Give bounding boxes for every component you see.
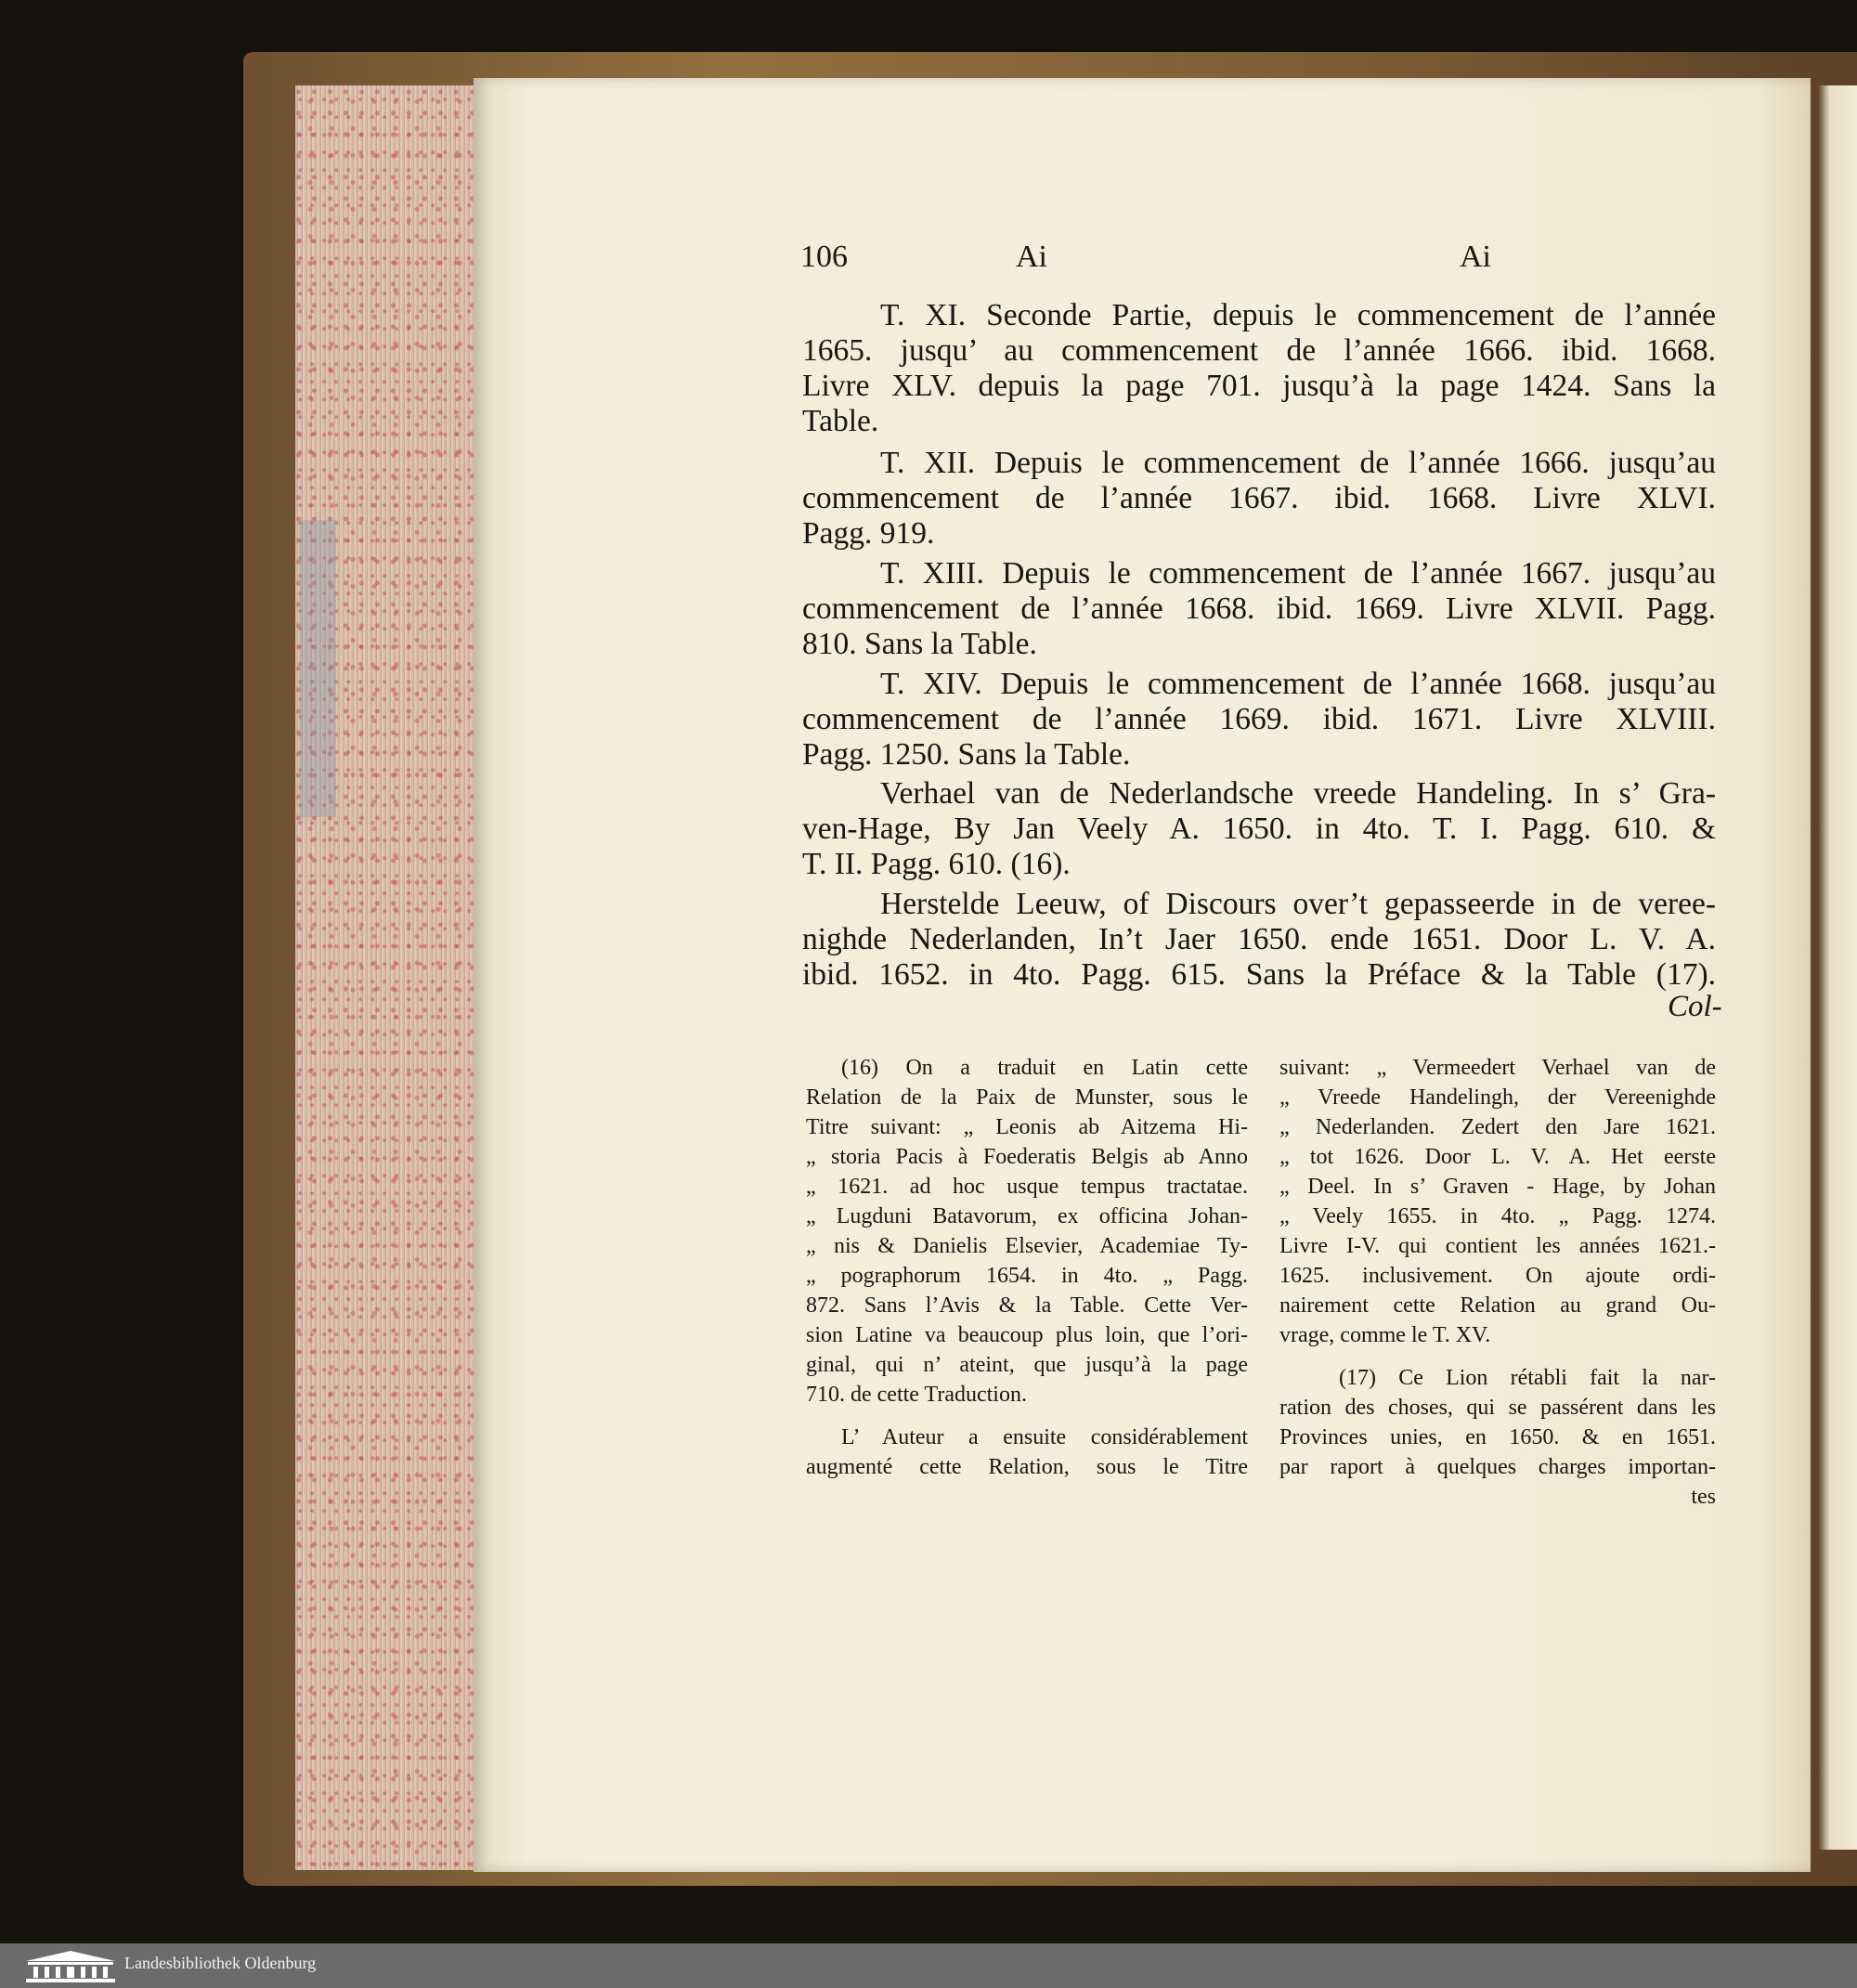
footnote-line: „ storia Pacis à Foederatis Belgis ab Anno [806,1145,1248,1169]
text-line: ibid. 1652. in 4to. Pagg. 615. Sans la Préface & la Table (17). [802,957,1716,992]
text-line: 810. Sans la Table. [802,627,1037,661]
text-line: ven-Hage, By Jan Veely A. 1650. in 4to. T. I. Pagg. 610. & [802,812,1716,846]
footnote-line: 872. Sans l’Avis & la Table. Cette Ver- [806,1293,1248,1318]
text-line: commencement de l’année 1667. ibid. 1668. Livre XLVI. [802,481,1716,515]
text-line: Livre XLV. depuis la page 701. jusqu’à la page 1424. Sans la [802,369,1716,403]
footnote-line: 710. de cette Traduction. [806,1383,1027,1407]
text-line: Verhael van de Nederlandsche vreede Handeling. In s’ Gra- [880,776,1716,811]
footnote-line: sion Latine va beaucoup plus loin, que l’ori- [806,1323,1248,1347]
text-line: commencement de l’année 1668. ibid. 1669. Livre XLVII. Pagg. [802,591,1716,626]
footnote-line: tes [1691,1485,1716,1509]
footnote-line: Relation de la Paix de Munster, sous le [806,1085,1248,1110]
footnote-line: „ Deel. In s’ Graven - Hage, by Johan [1279,1175,1716,1199]
facing-page-edge [1818,85,1857,1850]
page-number: 106 [800,240,848,274]
footnote-line: vrage, comme le T. XV. [1279,1323,1491,1347]
page-block-edge-tint [299,520,336,817]
footnote-line: Livre I-V. qui contient les années 1621.- [1279,1234,1716,1258]
text-line: T. XII. Depuis le commencement de l’année 1666. jusqu’au [880,446,1716,480]
text-line: T. II. Pagg. 610. (16). [802,847,1071,881]
text-line: T. XIII. Depuis le commencement de l’année 1667. jusqu’au [880,556,1716,591]
footnote-line: (16) On a traduit en Latin cette [841,1056,1248,1080]
library-name[interactable]: Landesbibliothek Oldenburg [124,1954,317,1972]
text-line: commencement de l’année 1669. ibid. 1671. Livre XLVIII. [802,702,1716,736]
footnote-line: ginal, qui n’ ateint, que jusqu’à la page [806,1353,1248,1377]
footnote-line: „ 1621. ad hoc usque tempus tractatae. [806,1175,1248,1199]
text-line: Pagg. 1250. Sans la Table. [802,737,1131,772]
text-line: Pagg. 919. [802,516,935,551]
footnote-line: „ tot 1626. Door L. V. A. Het eerste [1279,1145,1716,1169]
footnote-line: „ Vreede Handelingh, der Vereenighde [1279,1085,1716,1110]
text-line: Table. [802,404,879,438]
running-head-left: Ai [1016,240,1047,274]
footnote-line: ration des choses, qui se passérent dans les [1279,1396,1716,1420]
footnote-line: „ Nederlanden. Zedert den Jare 1621. [1279,1115,1716,1139]
running-head-right: Ai [1460,240,1491,274]
text-line: 1665. jusqu’ au commencement de l’année 1666. ibid. 1668. [802,333,1716,368]
footnote-line: L’ Auteur a ensuite considérablement [841,1425,1248,1449]
footnote-line: suivant: „ Vermeedert Verhael van de [1279,1056,1716,1080]
text-line: nighde Nederlanden, In’t Jaer 1650. ende 1651. Door L. V. A. [802,922,1716,956]
catchword: Col- [1668,990,1722,1023]
footnote-line: 1625. inclusivement. On ajoute ordi- [1279,1264,1716,1288]
footnote-line: (17) Ce Lion rétabli fait la nar- [1339,1366,1716,1390]
footnote-line: „ Lugduni Batavorum, ex officina Johan- [806,1204,1248,1228]
footnote-line: Provinces unies, en 1650. & en 1651. [1279,1425,1716,1449]
text-line: Herstelde Leeuw, of Discours over’t gepasseerde in de veree- [880,887,1716,921]
footnote-line: „ nis & Danielis Elsevier, Academiae Ty- [806,1234,1248,1258]
page-block-edge [295,85,474,1870]
text-line: T. XIV. Depuis le commencement de l’année 1668. jusqu’au [880,667,1716,701]
library-building-icon[interactable] [24,1948,117,1983]
footnote-line: par raport à quelques charges importan- [1279,1455,1716,1479]
footnote-line: Titre suivant: „ Leonis ab Aitzema Hi- [806,1115,1248,1139]
footnote-line: augmenté cette Relation, sous le Titre [806,1455,1248,1479]
footnote-line: „ pographorum 1654. in 4to. „ Pagg. [806,1264,1248,1288]
text-line: T. XI. Seconde Partie, depuis le commencement de l’année [880,298,1716,332]
footnote-line: nairement cette Relation au grand Ou- [1279,1293,1716,1318]
footnote-line: „ Veely 1655. in 4to. „ Pagg. 1274. [1279,1204,1716,1228]
